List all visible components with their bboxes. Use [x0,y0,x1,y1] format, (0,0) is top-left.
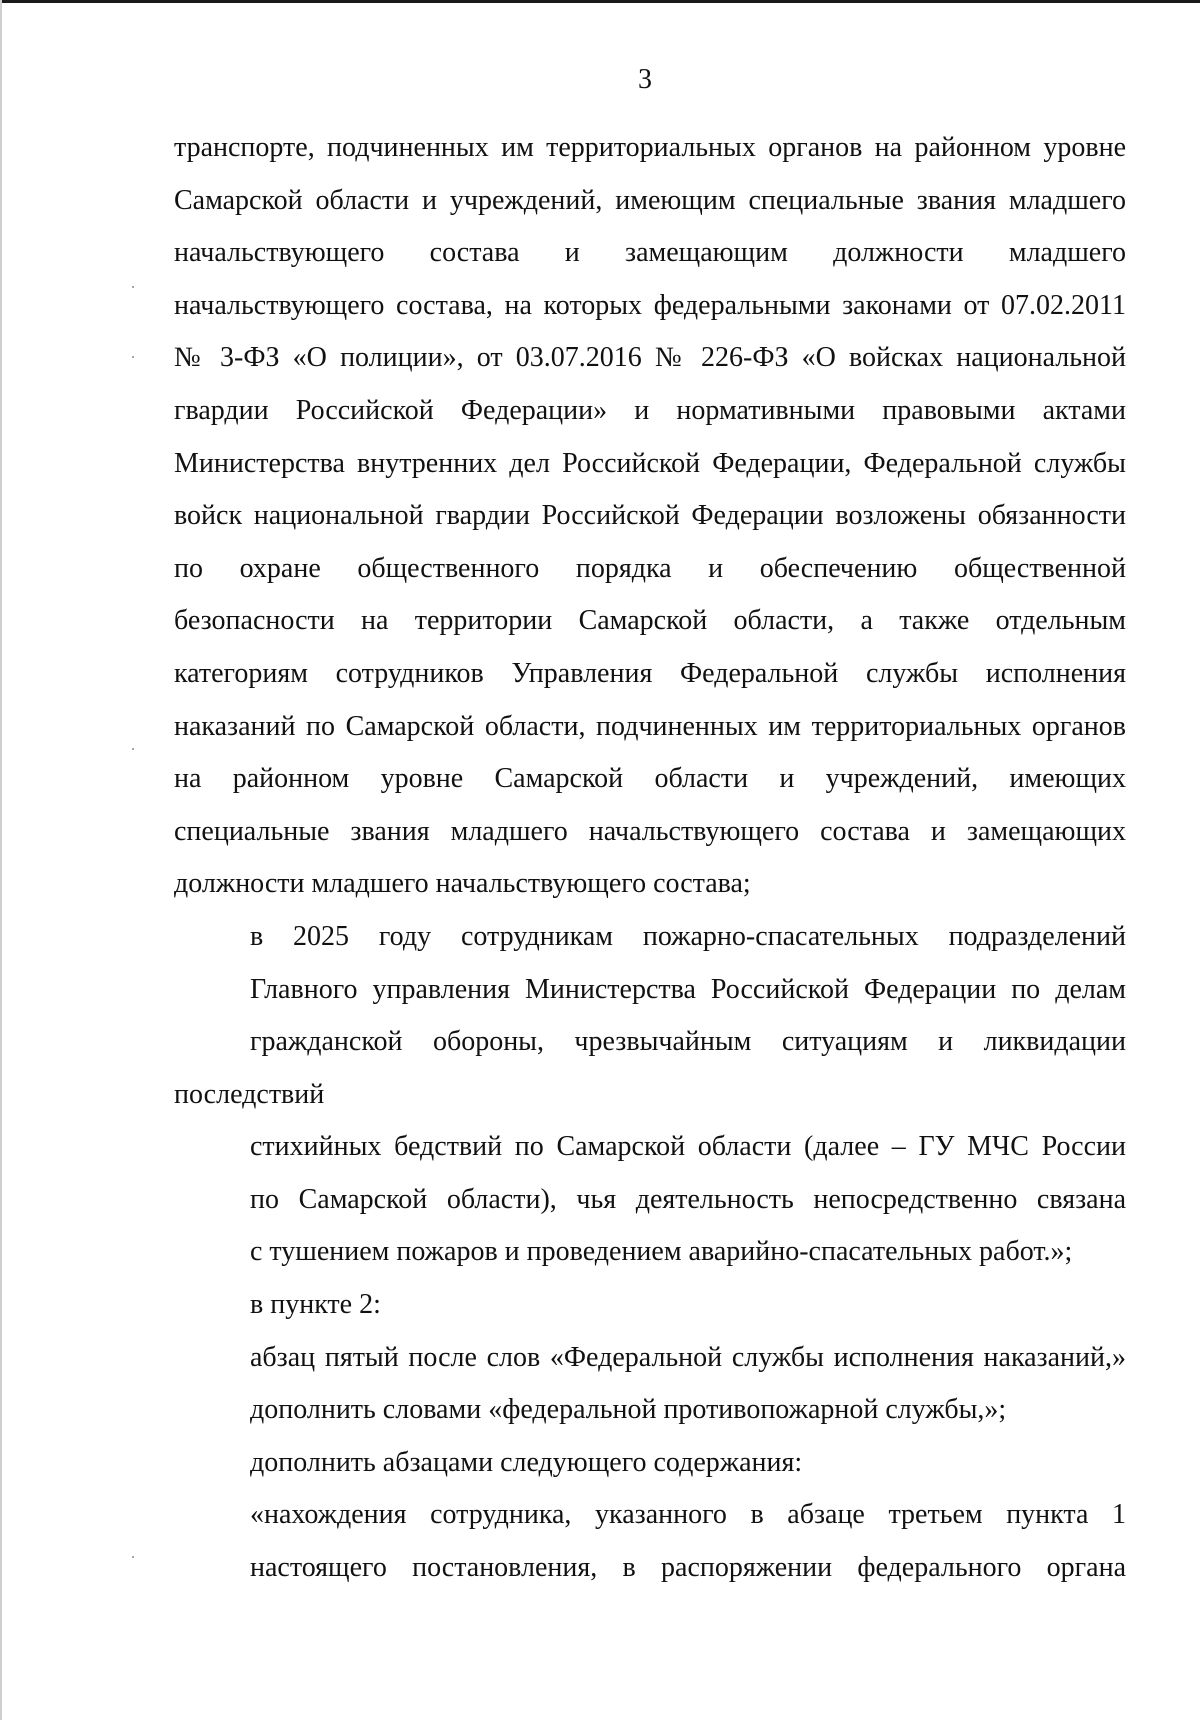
text-line: начальствующего состава, на которых федеральными законами от 07.02.2011 [174,289,1126,321]
scan-speck [132,748,134,750]
text-line: в пункте 2: [250,1289,381,1321]
text-line: наказаний по Самарской области, подчиненных им территориальных органов [174,710,1126,742]
text-line: Главного управления Министерства Российской Федерации по делам [250,973,1126,1005]
scan-speck [132,356,134,358]
text-line: безопасности на территории Самарской области, а также отдельным [174,605,1126,637]
scan-top-edge [0,0,1200,3]
text-line: дополнить абзацами следующего содержания: [250,1446,803,1478]
scan-speck [132,1556,134,1558]
paragraph [174,122,1126,911]
text-line: дополнить словами «федеральной противопожарной службы,»; [250,1394,1007,1426]
text-line: Самарской области и учреждений, имеющим специальные звания младшего [174,184,1126,216]
paragraph [174,1279,1126,1332]
text-line: настоящего постановления, в распоряжении федерального органа [250,1552,1126,1584]
paragraph [174,1489,1126,1594]
text-line: с тушением пожаров и проведением аварийно-спасательных работ.»; [250,1236,1073,1268]
paragraph [174,1332,1126,1437]
scan-left-edge [0,0,2,1720]
text-line: войск национальной гвардии Российской Федерации возложены обязанности [174,500,1126,532]
text-line: абзац пятый после слов «Федеральной службы исполнения наказаний,» [250,1341,1126,1373]
text-line: начальствующего состава и замещающим должности младшего [174,237,1126,269]
text-line: в 2025 году сотрудникам пожарно-спасательных подразделений [250,920,1126,952]
text-line: стихийных бедствий по Самарской области (далее – ГУ МЧС России [250,1131,1126,1163]
text-line: транспорте, подчиненных им территориальных органов на районном уровне [174,132,1126,163]
text-line: № 3-ФЗ «О полиции», от 03.07.2016 № 226-ФЗ «О войсках национальной [174,342,1126,374]
text-line: специальные звания младшего начальствующего состава и замещающих [174,815,1126,847]
text-line: гражданской обороны, чрезвычайным ситуациям и ликвидации последствий [174,1026,1126,1110]
text-line: категориям сотрудников Управления Федеральной службы исполнения [174,657,1126,689]
text-line: на районном уровне Самарской области и учреждений, имеющих [174,763,1126,795]
scan-speck [132,286,134,288]
text-line: «нахождения сотрудника, указанного в абзаце третьем пункта 1 [250,1499,1126,1531]
text-line: по охране общественного порядка и обеспечению общественной [174,552,1126,584]
text-line: гвардии Российской Федерации» и нормативными правовыми актами [174,394,1126,426]
text-line: Министерства внутренних дел Российской Федерации, Федеральной службы [174,447,1126,479]
page-number: 3 [638,64,652,95]
text-line: по Самарской области), чья деятельность непосредственно связана [250,1183,1126,1215]
document-body [174,122,1126,1595]
paragraph [174,911,1126,1279]
text-line: должности младшего начальствующего состава; [174,868,751,900]
paragraph [174,1437,1126,1490]
